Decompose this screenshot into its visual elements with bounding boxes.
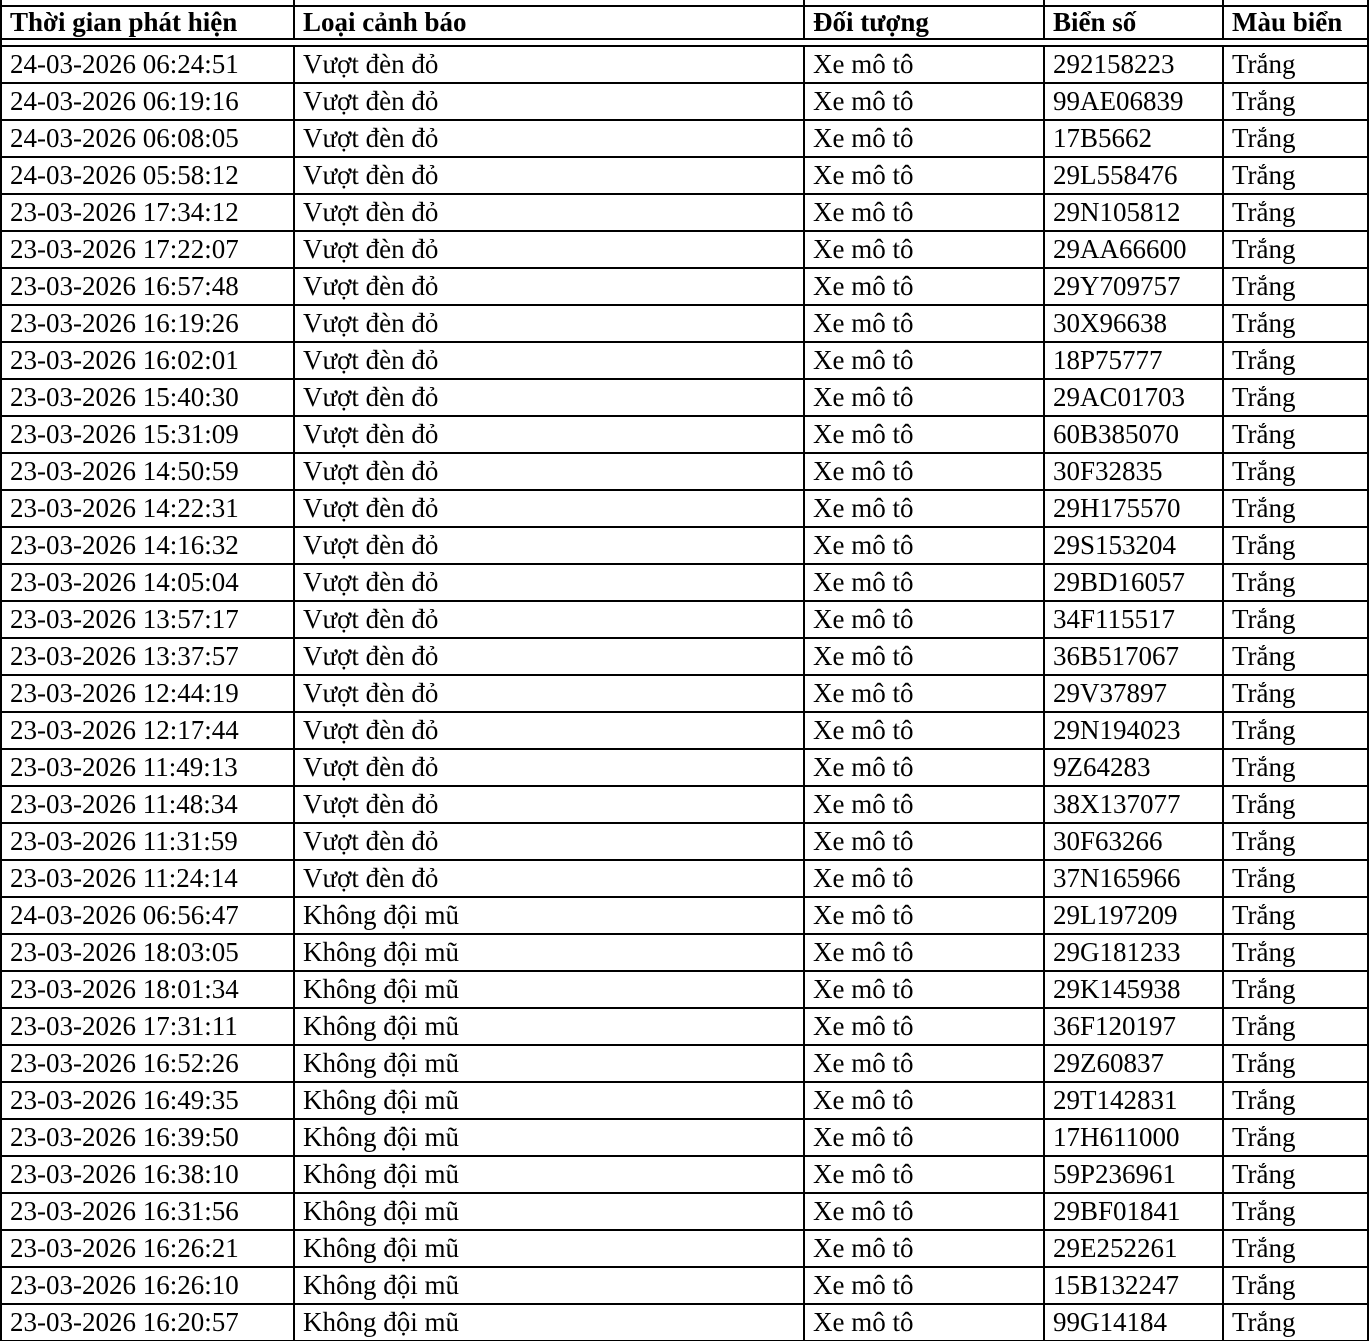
table-row[interactable] — [1, 860, 1368, 897]
cell-object-type: Xe mô tô — [804, 379, 1044, 416]
cell-object-type: Xe mô tô — [804, 231, 1044, 268]
cell-plate-number: 36B517067 — [1044, 638, 1223, 675]
cell-detection-time: 24-03-2026 06:24:51 — [1, 46, 294, 83]
cell-plate-color: Trắng — [1223, 860, 1368, 897]
cell-plate-number: 29S153204 — [1044, 527, 1223, 564]
table-row[interactable] — [1, 1156, 1368, 1193]
table-row[interactable] — [1, 46, 1368, 83]
cell-alert-type: Vượt đèn đỏ — [294, 786, 804, 823]
cell-plate-number: 29G181233 — [1044, 934, 1223, 971]
cell-alert-type: Không đội mũ — [294, 1193, 804, 1230]
cell-object-type: Xe mô tô — [804, 675, 1044, 712]
cell-alert-type: Vượt đèn đỏ — [294, 305, 804, 342]
cell-plate-color: Trắng — [1223, 194, 1368, 231]
cell-object-type: Xe mô tô — [804, 342, 1044, 379]
cell-detection-time: 23-03-2026 15:31:09 — [1, 416, 294, 453]
cell-alert-type: Vượt đèn đỏ — [294, 231, 804, 268]
cell-alert-type: Không đội mũ — [294, 971, 804, 1008]
cell-alert-type: Không đội mũ — [294, 934, 804, 971]
table-row[interactable] — [1, 490, 1368, 527]
table-row[interactable] — [1, 1082, 1368, 1119]
cell-object-type: Xe mô tô — [804, 120, 1044, 157]
cell-object-type: Xe mô tô — [804, 860, 1044, 897]
cell-plate-number: 18P75777 — [1044, 342, 1223, 379]
cell-object-type: Xe mô tô — [804, 1304, 1044, 1341]
cell-detection-time: 24-03-2026 06:08:05 — [1, 120, 294, 157]
cell-plate-number: 29E252261 — [1044, 1230, 1223, 1267]
cell-plate-color: Trắng — [1223, 490, 1368, 527]
cell-alert-type: Vượt đèn đỏ — [294, 749, 804, 786]
cell-alert-type: Vượt đèn đỏ — [294, 416, 804, 453]
cell-plate-number: 99G14184 — [1044, 1304, 1223, 1341]
cell-plate-number: 29AA66600 — [1044, 231, 1223, 268]
cell-object-type: Xe mô tô — [804, 897, 1044, 934]
cell-plate-color: Trắng — [1223, 157, 1368, 194]
cell-plate-number: 30X96638 — [1044, 305, 1223, 342]
cell-object-type: Xe mô tô — [804, 1267, 1044, 1304]
cell-detection-time: 23-03-2026 16:19:26 — [1, 305, 294, 342]
cell-alert-type: Vượt đèn đỏ — [294, 83, 804, 120]
cell-object-type: Xe mô tô — [804, 490, 1044, 527]
cell-plate-color: Trắng — [1223, 46, 1368, 83]
cell-plate-color: Trắng — [1223, 971, 1368, 1008]
cell-detection-time: 23-03-2026 16:52:26 — [1, 1045, 294, 1082]
cell-plate-number: 37N165966 — [1044, 860, 1223, 897]
cell-detection-time: 24-03-2026 06:19:16 — [1, 83, 294, 120]
cell-plate-color: Trắng — [1223, 231, 1368, 268]
cell-alert-type: Vượt đèn đỏ — [294, 268, 804, 305]
cell-object-type: Xe mô tô — [804, 305, 1044, 342]
table-row[interactable] — [1, 453, 1368, 490]
cell-alert-type: Vượt đèn đỏ — [294, 453, 804, 490]
cell-alert-type: Không đội mũ — [294, 1156, 804, 1193]
cell-detection-time: 24-03-2026 05:58:12 — [1, 157, 294, 194]
cell-detection-time: 23-03-2026 17:22:07 — [1, 231, 294, 268]
cell-alert-type: Không đội mũ — [294, 1008, 804, 1045]
cell-plate-color: Trắng — [1223, 1193, 1368, 1230]
cell-detection-time: 23-03-2026 17:31:11 — [1, 1008, 294, 1045]
table-header — [1, 0, 1368, 46]
cell-alert-type: Vượt đèn đỏ — [294, 823, 804, 860]
table-row[interactable] — [1, 712, 1368, 749]
cell-plate-number: 29K145938 — [1044, 971, 1223, 1008]
cell-plate-number: 9Z64283 — [1044, 749, 1223, 786]
cell-plate-color: Trắng — [1223, 638, 1368, 675]
cell-plate-color: Trắng — [1223, 416, 1368, 453]
cell-object-type: Xe mô tô — [804, 1230, 1044, 1267]
column-header-object: Đối tượng — [804, 6, 1044, 39]
cell-detection-time: 23-03-2026 14:50:59 — [1, 453, 294, 490]
table-row[interactable] — [1, 231, 1368, 268]
cell-plate-number: 29L197209 — [1044, 897, 1223, 934]
table-row[interactable] — [1, 675, 1368, 712]
cell-detection-time: 23-03-2026 16:26:21 — [1, 1230, 294, 1267]
cell-plate-number: 38X137077 — [1044, 786, 1223, 823]
cell-object-type: Xe mô tô — [804, 749, 1044, 786]
cell-alert-type: Vượt đèn đỏ — [294, 860, 804, 897]
cell-detection-time: 23-03-2026 15:40:30 — [1, 379, 294, 416]
table-row[interactable] — [1, 305, 1368, 342]
cell-plate-number: 29BD16057 — [1044, 564, 1223, 601]
cell-plate-color: Trắng — [1223, 453, 1368, 490]
cell-plate-number: 29H175570 — [1044, 490, 1223, 527]
cell-plate-number: 34F115517 — [1044, 601, 1223, 638]
cell-detection-time: 23-03-2026 18:01:34 — [1, 971, 294, 1008]
cell-plate-color: Trắng — [1223, 934, 1368, 971]
cell-alert-type: Vượt đèn đỏ — [294, 712, 804, 749]
cell-plate-number: 36F120197 — [1044, 1008, 1223, 1045]
column-header-plate-color: Màu biển — [1223, 6, 1368, 39]
cell-detection-time: 23-03-2026 13:37:57 — [1, 638, 294, 675]
cell-alert-type: Không đội mũ — [294, 1082, 804, 1119]
cell-object-type: Xe mô tô — [804, 1045, 1044, 1082]
table-row[interactable] — [1, 638, 1368, 675]
cell-object-type: Xe mô tô — [804, 601, 1044, 638]
cell-plate-number: 59P236961 — [1044, 1156, 1223, 1193]
cell-plate-color: Trắng — [1223, 1156, 1368, 1193]
cell-detection-time: 23-03-2026 11:49:13 — [1, 749, 294, 786]
cell-detection-time: 23-03-2026 16:49:35 — [1, 1082, 294, 1119]
cell-object-type: Xe mô tô — [804, 1156, 1044, 1193]
table-row[interactable] — [1, 342, 1368, 379]
cell-alert-type: Vượt đèn đỏ — [294, 527, 804, 564]
cell-object-type: Xe mô tô — [804, 934, 1044, 971]
cell-plate-number: 29V37897 — [1044, 675, 1223, 712]
cell-plate-color: Trắng — [1223, 823, 1368, 860]
cell-plate-number: 29AC01703 — [1044, 379, 1223, 416]
table-row[interactable] — [1, 897, 1368, 934]
cell-object-type: Xe mô tô — [804, 1008, 1044, 1045]
cell-plate-color: Trắng — [1223, 1304, 1368, 1341]
table-row[interactable] — [1, 564, 1368, 601]
cell-plate-number: 29T142831 — [1044, 1082, 1223, 1119]
cell-plate-color: Trắng — [1223, 601, 1368, 638]
cell-detection-time: 23-03-2026 14:16:32 — [1, 527, 294, 564]
cell-detection-time: 23-03-2026 16:20:57 — [1, 1304, 294, 1341]
cell-plate-number: 17H611000 — [1044, 1119, 1223, 1156]
cell-detection-time: 23-03-2026 16:31:56 — [1, 1193, 294, 1230]
table-row[interactable] — [1, 379, 1368, 416]
table-row[interactable] — [1, 934, 1368, 971]
cell-alert-type: Vượt đèn đỏ — [294, 120, 804, 157]
cell-object-type: Xe mô tô — [804, 83, 1044, 120]
cell-plate-color: Trắng — [1223, 305, 1368, 342]
cell-plate-color: Trắng — [1223, 1008, 1368, 1045]
cell-alert-type: Không đội mũ — [294, 1304, 804, 1341]
cell-plate-number: 15B132247 — [1044, 1267, 1223, 1304]
table-row[interactable] — [1, 601, 1368, 638]
cell-plate-number: 29Y709757 — [1044, 268, 1223, 305]
table-row[interactable] — [1, 786, 1368, 823]
cell-detection-time: 23-03-2026 16:38:10 — [1, 1156, 294, 1193]
cell-plate-color: Trắng — [1223, 749, 1368, 786]
cell-plate-color: Trắng — [1223, 1045, 1368, 1082]
cell-plate-number: 99AE06839 — [1044, 83, 1223, 120]
header-gap-cell — [1, 39, 1368, 46]
table-row[interactable] — [1, 1193, 1368, 1230]
column-header-plate-number: Biển số — [1044, 6, 1223, 39]
cell-detection-time: 23-03-2026 14:05:04 — [1, 564, 294, 601]
cell-plate-number: 29N194023 — [1044, 712, 1223, 749]
cell-plate-number: 30F63266 — [1044, 823, 1223, 860]
cell-alert-type: Vượt đèn đỏ — [294, 46, 804, 83]
cell-detection-time: 23-03-2026 11:48:34 — [1, 786, 294, 823]
table-row[interactable] — [1, 194, 1368, 231]
cell-detection-time: 23-03-2026 12:17:44 — [1, 712, 294, 749]
cell-plate-color: Trắng — [1223, 1230, 1368, 1267]
cell-plate-color: Trắng — [1223, 897, 1368, 934]
cell-plate-color: Trắng — [1223, 1119, 1368, 1156]
cell-alert-type: Không đội mũ — [294, 897, 804, 934]
table-row[interactable] — [1, 527, 1368, 564]
cell-detection-time: 23-03-2026 11:31:59 — [1, 823, 294, 860]
cell-detection-time: 23-03-2026 16:26:10 — [1, 1267, 294, 1304]
cell-alert-type: Vượt đèn đỏ — [294, 194, 804, 231]
cell-object-type: Xe mô tô — [804, 712, 1044, 749]
cell-detection-time: 23-03-2026 13:57:17 — [1, 601, 294, 638]
cell-object-type: Xe mô tô — [804, 786, 1044, 823]
cell-plate-color: Trắng — [1223, 342, 1368, 379]
cell-alert-type: Vượt đèn đỏ — [294, 601, 804, 638]
cell-object-type: Xe mô tô — [804, 823, 1044, 860]
table-row[interactable] — [1, 157, 1368, 194]
cell-alert-type: Không đội mũ — [294, 1267, 804, 1304]
column-header-alert-type: Loại cảnh báo — [294, 6, 804, 39]
table-row[interactable] — [1, 823, 1368, 860]
table-row[interactable] — [1, 1304, 1368, 1341]
cell-plate-color: Trắng — [1223, 712, 1368, 749]
cell-plate-color: Trắng — [1223, 675, 1368, 712]
table-row[interactable] — [1, 83, 1368, 120]
cell-plate-color: Trắng — [1223, 120, 1368, 157]
cell-detection-time: 23-03-2026 18:03:05 — [1, 934, 294, 971]
cell-plate-color: Trắng — [1223, 379, 1368, 416]
table-row[interactable] — [1, 749, 1368, 786]
header-gap-row — [1, 39, 1368, 46]
cell-plate-number: 60B385070 — [1044, 416, 1223, 453]
cell-detection-time: 23-03-2026 16:39:50 — [1, 1119, 294, 1156]
cell-alert-type: Vượt đèn đỏ — [294, 638, 804, 675]
cell-plate-number: 292158223 — [1044, 46, 1223, 83]
cell-plate-number: 30F32835 — [1044, 453, 1223, 490]
cell-plate-color: Trắng — [1223, 1082, 1368, 1119]
table-row[interactable] — [1, 1045, 1368, 1082]
cell-alert-type: Vượt đèn đỏ — [294, 342, 804, 379]
cell-detection-time: 24-03-2026 06:56:47 — [1, 897, 294, 934]
cell-object-type: Xe mô tô — [804, 638, 1044, 675]
table-body — [1, 46, 1368, 1341]
cell-alert-type: Vượt đèn đỏ — [294, 675, 804, 712]
table-row[interactable] — [1, 416, 1368, 453]
cell-alert-type: Vượt đèn đỏ — [294, 490, 804, 527]
table-row[interactable] — [1, 1119, 1368, 1156]
cell-plate-number: 29L558476 — [1044, 157, 1223, 194]
cell-alert-type: Vượt đèn đỏ — [294, 564, 804, 601]
cell-alert-type: Vượt đèn đỏ — [294, 157, 804, 194]
column-header-detection-time: Thời gian phát hiện — [1, 6, 294, 39]
cell-alert-type: Vượt đèn đỏ — [294, 379, 804, 416]
cell-plate-color: Trắng — [1223, 1267, 1368, 1304]
cell-object-type: Xe mô tô — [804, 527, 1044, 564]
cell-object-type: Xe mô tô — [804, 268, 1044, 305]
header-row — [1, 6, 1368, 39]
cell-alert-type: Không đội mũ — [294, 1230, 804, 1267]
cell-alert-type: Không đội mũ — [294, 1119, 804, 1156]
cell-object-type: Xe mô tô — [804, 194, 1044, 231]
cell-plate-number: 29BF01841 — [1044, 1193, 1223, 1230]
table-row[interactable] — [1, 1267, 1368, 1304]
table-row[interactable] — [1, 971, 1368, 1008]
cell-detection-time: 23-03-2026 12:44:19 — [1, 675, 294, 712]
cell-plate-number: 29Z60837 — [1044, 1045, 1223, 1082]
cell-detection-time: 23-03-2026 14:22:31 — [1, 490, 294, 527]
cell-plate-color: Trắng — [1223, 564, 1368, 601]
cell-object-type: Xe mô tô — [804, 46, 1044, 83]
cell-plate-number: 29N105812 — [1044, 194, 1223, 231]
cell-alert-type: Không đội mũ — [294, 1045, 804, 1082]
cell-detection-time: 23-03-2026 16:02:01 — [1, 342, 294, 379]
table-row[interactable] — [1, 1230, 1368, 1267]
table-row[interactable] — [1, 1008, 1368, 1045]
cell-plate-color: Trắng — [1223, 83, 1368, 120]
cell-detection-time: 23-03-2026 16:57:48 — [1, 268, 294, 305]
cell-plate-color: Trắng — [1223, 527, 1368, 564]
cell-object-type: Xe mô tô — [804, 564, 1044, 601]
cell-object-type: Xe mô tô — [804, 971, 1044, 1008]
cell-object-type: Xe mô tô — [804, 416, 1044, 453]
cell-object-type: Xe mô tô — [804, 1193, 1044, 1230]
cell-plate-color: Trắng — [1223, 268, 1368, 305]
cell-plate-number: 17B5662 — [1044, 120, 1223, 157]
cell-plate-color: Trắng — [1223, 786, 1368, 823]
cell-object-type: Xe mô tô — [804, 453, 1044, 490]
cell-object-type: Xe mô tô — [804, 1119, 1044, 1156]
cell-object-type: Xe mô tô — [804, 157, 1044, 194]
cell-detection-time: 23-03-2026 17:34:12 — [1, 194, 294, 231]
table-row[interactable] — [1, 120, 1368, 157]
cell-object-type: Xe mô tô — [804, 1082, 1044, 1119]
table-row[interactable] — [1, 268, 1368, 305]
cell-detection-time: 23-03-2026 11:24:14 — [1, 860, 294, 897]
